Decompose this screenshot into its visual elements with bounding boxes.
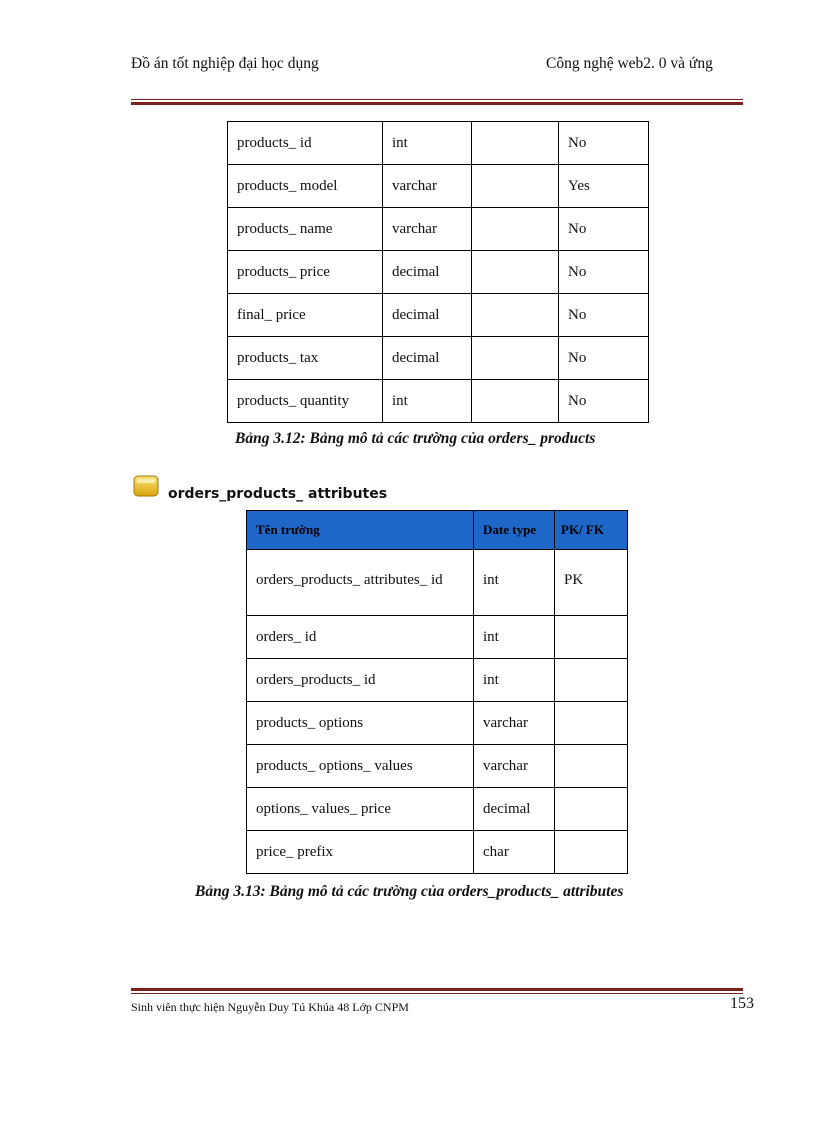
table-header-row xyxy=(247,511,628,550)
table-cell xyxy=(472,251,559,294)
header-pk-fk: PK/ FK xyxy=(555,511,628,550)
header-rule-thin xyxy=(131,99,743,100)
table-cell: varchar xyxy=(474,745,555,788)
header-field-name: Tên trường xyxy=(247,511,474,550)
table-cell xyxy=(555,831,628,874)
table-cell: products_ id xyxy=(228,122,383,165)
footer-author: Sinh viên thực hiện Nguyễn Duy Tú Khúa 48 Lớp CNPM xyxy=(131,1000,409,1014)
footer-rule-thin xyxy=(131,993,743,994)
table-row xyxy=(247,745,628,788)
table-cell: products_ price xyxy=(228,251,383,294)
table-cell: int xyxy=(383,122,472,165)
section-title: orders_products_ attributes xyxy=(168,486,388,502)
orders-products-attributes-table xyxy=(246,510,628,874)
table-row xyxy=(247,702,628,745)
table-cell: decimal xyxy=(383,337,472,380)
folder-icon xyxy=(133,475,159,497)
table-cell xyxy=(472,208,559,251)
table-cell: char xyxy=(474,831,555,874)
header-rule-thick xyxy=(131,102,743,105)
table-cell xyxy=(472,122,559,165)
table-row xyxy=(228,380,649,423)
table-cell: Yes xyxy=(559,165,649,208)
table-cell: products_ name xyxy=(228,208,383,251)
table-cell xyxy=(472,337,559,380)
table-row xyxy=(247,659,628,702)
table-cell: int xyxy=(474,616,555,659)
table-row xyxy=(228,165,649,208)
header-right-title: Công nghệ web2. 0 và ứng xyxy=(546,55,713,72)
table-cell: products_ tax xyxy=(228,337,383,380)
table-cell xyxy=(555,702,628,745)
table-cell: products_ model xyxy=(228,165,383,208)
table-cell: int xyxy=(474,550,555,616)
page-number: 153 xyxy=(730,995,754,1012)
table-cell xyxy=(472,380,559,423)
table-cell: decimal xyxy=(383,251,472,294)
table-cell xyxy=(555,745,628,788)
table-cell: PK xyxy=(555,550,628,616)
table-cell: varchar xyxy=(383,208,472,251)
table-cell xyxy=(472,294,559,337)
table-row xyxy=(228,294,649,337)
table-cell xyxy=(555,659,628,702)
orders-products-table xyxy=(227,121,649,423)
table-caption: Bảng 3.12: Bảng mô tả các trường của orders_ products xyxy=(235,430,596,447)
table-caption: Bảng 3.13: Bảng mô tả các trường của orders_products_ attributes xyxy=(195,883,624,900)
table-row xyxy=(247,831,628,874)
table-row xyxy=(228,208,649,251)
table-cell: No xyxy=(559,122,649,165)
table-cell: No xyxy=(559,294,649,337)
table-row xyxy=(247,788,628,831)
table-cell: int xyxy=(474,659,555,702)
table-cell: varchar xyxy=(383,165,472,208)
table-cell xyxy=(555,616,628,659)
table-cell: No xyxy=(559,251,649,294)
table-row xyxy=(228,337,649,380)
footer-rule-thick xyxy=(131,988,743,991)
table-cell: orders_ id xyxy=(247,616,474,659)
table-cell: decimal xyxy=(383,294,472,337)
header-data-type: Date type xyxy=(474,511,555,550)
table-cell xyxy=(555,788,628,831)
table-cell: orders_products_ attributes_ id xyxy=(247,550,474,616)
table-cell: options_ values_ price xyxy=(247,788,474,831)
table-cell: orders_products_ id xyxy=(247,659,474,702)
header-left-title: Đồ án tốt nghiệp đại học dụng xyxy=(131,55,319,72)
table-cell: products_ options xyxy=(247,702,474,745)
table-cell: No xyxy=(559,208,649,251)
table-cell: No xyxy=(559,337,649,380)
table-cell: products_ quantity xyxy=(228,380,383,423)
table-row xyxy=(228,122,649,165)
table-cell xyxy=(472,165,559,208)
table-cell: final_ price xyxy=(228,294,383,337)
table-cell: price_ prefix xyxy=(247,831,474,874)
table-row xyxy=(247,616,628,659)
table-cell: No xyxy=(559,380,649,423)
table-cell: products_ options_ values xyxy=(247,745,474,788)
table-cell: int xyxy=(383,380,472,423)
table-cell: varchar xyxy=(474,702,555,745)
table-cell: decimal xyxy=(474,788,555,831)
table-row xyxy=(228,251,649,294)
table-row xyxy=(247,550,628,616)
